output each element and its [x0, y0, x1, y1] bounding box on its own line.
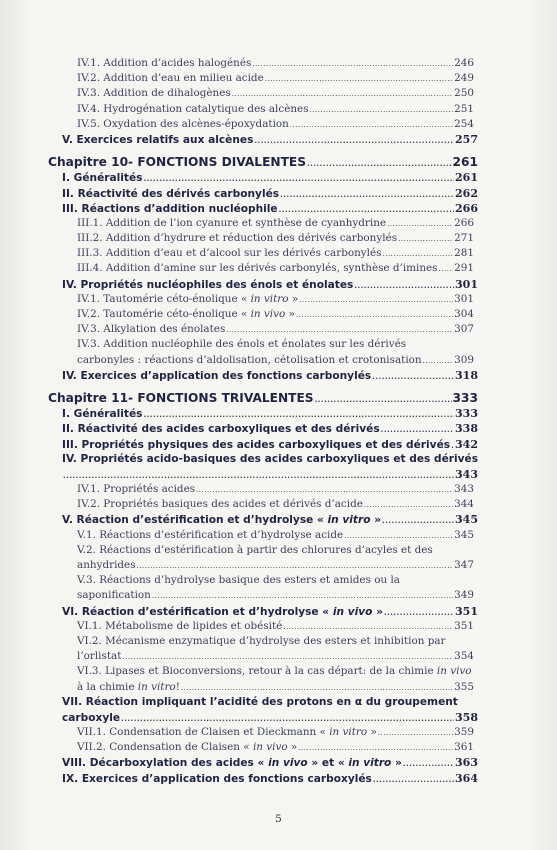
toc-page-number: 301 [454, 292, 474, 305]
toc-entry-title [62, 278, 353, 293]
toc-entry-text: VIII. Décarboxylation des acides « [62, 757, 269, 770]
toc-entry-text: IV.4. Hydrogénation catalytique des alcènes [77, 102, 309, 115]
toc-entry[interactable] [0, 740, 557, 755]
toc-page-number: 343 [454, 483, 474, 496]
toc-page-number: 301 [455, 277, 478, 291]
toc-entry-cont-italic: in vitro [137, 680, 176, 693]
leader-dots [196, 483, 453, 498]
toc-entry[interactable] [0, 102, 557, 117]
toc-entry[interactable] [0, 695, 557, 710]
toc-page-number: 251 [454, 102, 474, 115]
toc-entry-text: V. Exercices relatifs aux alcènes [62, 133, 254, 146]
toc-entry-text: I. Généralités [62, 408, 143, 421]
toc-page-number: 361 [454, 741, 474, 754]
toc-entry[interactable] [0, 231, 557, 246]
toc-entry-title [77, 725, 377, 740]
toc-page-number: 249 [454, 72, 474, 85]
toc-entry-title [77, 497, 363, 512]
toc-entry-text: IV. Exercices d’application des fonctions carbonylés [62, 369, 372, 382]
toc-entry-text: IV.3. Addition nucléophile des énols et énolates sur les dérivés [77, 338, 407, 351]
toc-entry[interactable] [0, 497, 557, 512]
toc-entry-text: V.3. Réactions d’hydrolyse basique des esters et amides ou la [77, 574, 400, 587]
leader-dots [137, 559, 454, 574]
toc-page-number: 309 [454, 353, 474, 366]
leader-dots [423, 354, 454, 369]
toc-entry-title [62, 369, 371, 384]
toc-entry-text: IV.1. Addition d’acides halogénés [77, 57, 252, 69]
toc-entry-continuation [62, 711, 120, 726]
leader-dots [181, 681, 453, 696]
toc-entry[interactable] [0, 649, 557, 664]
toc-entry-text: III.2. Addition d’hydrure et réduction des dérivés carbonylés [77, 232, 398, 245]
toc-entry-text: V. Réaction d’estérification et d’hydrolyse « [62, 514, 328, 527]
toc-entry-title [77, 261, 438, 276]
toc-entry[interactable] [0, 170, 557, 185]
toc-page-number: 257 [455, 132, 478, 146]
toc-entry-text: III. Réactions d’addition nucléophile [62, 202, 278, 215]
leader-dots [310, 103, 454, 118]
toc-entry-title [77, 740, 297, 755]
toc-entry-title [77, 231, 397, 246]
toc-page-number: 333 [452, 390, 478, 405]
toc-page-number: 333 [455, 407, 478, 421]
toc-entry-cont-text: carbonyles : réactions d’aldolisation, cétolisation et crotonisation [77, 353, 422, 366]
toc-page-number: 343 [455, 467, 478, 481]
leader-dots [364, 498, 453, 513]
toc-entry-text-after: » [367, 726, 377, 739]
toc-entry-text: III.1. Addition de l’ion cyanure et synthèse de cyanhydrine [77, 216, 387, 229]
toc-entry-continuation [77, 680, 180, 695]
toc-entry-text-after: » [285, 308, 295, 320]
toc-page-number: 342 [455, 437, 478, 451]
toc-entry-title [77, 528, 343, 543]
toc-entry[interactable] [0, 437, 557, 452]
toc-entry[interactable] [0, 725, 557, 740]
toc-page-number: 355 [454, 680, 474, 693]
toc-entry-title [77, 246, 381, 261]
leader-dots [122, 650, 453, 665]
toc-entry[interactable] [0, 155, 557, 170]
toc-entry-title [77, 543, 433, 558]
toc-entry-italic: in vivo [436, 665, 472, 678]
toc-entry-text: IV.3. Addition de dihalogènes [77, 87, 231, 100]
leader-dots [382, 247, 453, 262]
toc-page-number: 266 [454, 216, 474, 229]
toc-entry[interactable] [0, 292, 557, 307]
toc-entry-cont-after: ! [175, 680, 180, 693]
toc-entry-text: Chapitre 10- FONCTIONS DIVALENTES [48, 155, 307, 170]
toc-entry[interactable] [0, 543, 557, 558]
toc-entry-title [77, 117, 289, 132]
toc-entry-text-after: » [287, 741, 298, 754]
toc-entry[interactable] [0, 452, 557, 467]
toc-entry-title [77, 664, 472, 679]
toc-entry[interactable] [0, 322, 557, 337]
toc-entry[interactable] [0, 573, 557, 588]
toc-page-number: 307 [454, 323, 474, 336]
toc-entry-title [77, 337, 406, 352]
toc-entry-title [62, 756, 402, 771]
toc-page-number: 261 [455, 171, 478, 185]
toc-entry[interactable] [0, 588, 557, 603]
toc-entry-title [62, 438, 450, 453]
toc-entry-italic: in vivo [250, 308, 286, 320]
toc-entry-text: IV. Propriétés nucléophiles des énols et énolates [62, 278, 354, 291]
toc-entry-continuation [77, 649, 121, 664]
toc-entry-title [62, 452, 478, 467]
leader-dots [298, 741, 453, 756]
toc-entry[interactable] [0, 117, 557, 132]
toc-page-number: 318 [455, 368, 478, 382]
toc-entry[interactable] [0, 421, 557, 436]
toc-entry-text: IV.2. Addition d’eau en milieu acide [77, 72, 264, 85]
toc-entry-text: III.4. Addition d’amine sur les dérivés carbonylés, synthèse d’imines [77, 262, 438, 275]
toc-page-number: 345 [455, 513, 478, 527]
toc-entry-cont-text: l’orlistat [77, 650, 122, 663]
toc-page-number: 349 [454, 589, 474, 602]
toc-entry-cont-text: à la chimie [77, 680, 138, 693]
toc-entry-title [77, 573, 400, 588]
toc-entry-text: V.1. Réactions d’estérification et d’hydrolyse acide [77, 528, 344, 541]
toc-page-number: 347 [454, 559, 474, 571]
toc-entry[interactable] [0, 604, 557, 619]
toc-entry[interactable] [0, 186, 557, 201]
leader-dots [152, 589, 453, 604]
toc-entry[interactable] [0, 755, 557, 770]
toc-entry[interactable] [0, 307, 557, 322]
toc-page-number: 281 [454, 247, 474, 260]
toc-entry[interactable] [0, 337, 557, 352]
toc-entry-text: III.3. Addition d’eau et d’alcool sur les dérivés carbonylés [77, 247, 382, 260]
toc-page-number: 354 [454, 650, 474, 663]
toc-entry-italic: in vivo [268, 757, 308, 770]
toc-entry-continuation [77, 353, 422, 368]
toc-page-number: 261 [452, 155, 478, 170]
toc-page-number: 266 [455, 201, 478, 215]
toc-entry-italic: in vitro [329, 726, 368, 739]
toc-entry-text: IV. Propriétés acido-basiques des acides carboxyliques et des dérivés [62, 452, 479, 465]
toc-entry-text: I. Généralités [62, 172, 143, 185]
toc-entry-title [77, 56, 251, 71]
toc-entry-cont-text: anhydrides [77, 559, 136, 571]
toc-entry-italic: in vitro [327, 514, 371, 527]
toc-entry-title [77, 292, 298, 307]
toc-entry[interactable] [0, 86, 557, 101]
toc-entry[interactable] [0, 467, 557, 482]
toc-entry[interactable] [0, 216, 557, 231]
toc-page-number: 364 [455, 771, 478, 785]
toc-page-number: 271 [454, 232, 474, 245]
toc-entry-text-after: » [288, 292, 299, 305]
leader-dots [299, 293, 453, 308]
toc-entry-text: IV.3. Alkylation des énolates [77, 323, 226, 336]
toc-entry-title [77, 216, 386, 231]
toc-entry-title [62, 171, 142, 186]
toc-entry-title [77, 71, 264, 86]
toc-entry[interactable] [0, 512, 557, 527]
toc-entry[interactable] [0, 353, 557, 368]
leader-dots [226, 323, 453, 338]
toc-entry-title [77, 102, 309, 117]
leader-dots [252, 57, 453, 72]
leader-dots [283, 620, 453, 635]
leader-dots [378, 726, 453, 741]
toc-entry[interactable] [0, 201, 557, 216]
toc-entry-title [62, 772, 372, 787]
toc-entry[interactable] [0, 71, 557, 86]
toc-entry[interactable] [0, 558, 557, 573]
toc-entry[interactable] [0, 680, 557, 695]
leader-dots [439, 262, 454, 277]
toc-entry-text: Chapitre 11- FONCTIONS TRIVALENTES [48, 390, 314, 405]
toc-page-number: 246 [454, 57, 474, 69]
toc-page-number: 254 [454, 117, 474, 130]
toc-page-number: 345 [454, 528, 474, 541]
toc-entry-title [77, 86, 231, 101]
toc-page-number: 359 [454, 726, 474, 739]
toc-entry-title [62, 407, 142, 422]
toc-entry-title [62, 695, 458, 710]
toc-entry-title [62, 513, 381, 528]
toc-entry-title [77, 322, 225, 337]
toc-entry-text: IV.5. Oxydation des alcènes-époxydation [77, 117, 289, 130]
toc-entry-text: IV.1. Propriétés acides [77, 483, 196, 496]
toc-entry-title [48, 391, 314, 406]
toc-entry-text: IX. Exercices d’application des fonctions carboxylés [62, 772, 372, 785]
toc-page-number: 358 [455, 710, 478, 724]
toc-entry[interactable] [0, 482, 557, 497]
toc-entry-cont-text: saponification [77, 589, 151, 602]
toc-entry-italic: in vivo [332, 605, 373, 618]
leader-dots [344, 529, 453, 544]
toc-page-number: 262 [455, 186, 478, 200]
toc-entry[interactable] [0, 391, 557, 406]
toc-entry[interactable] [0, 56, 557, 71]
toc-entry[interactable] [0, 132, 557, 147]
toc-entry-text: VI.1. Métabolisme de lipides et obésité [77, 619, 283, 632]
toc-entry-cont-text: carboxyle [62, 711, 121, 724]
toc-entry-text: IV.2. Tautomérie céto-énolique « [77, 308, 251, 320]
toc-entry-text: IV.2. Propriétés basiques des acides et dérivés d’acide [77, 498, 363, 511]
toc-page-number: 344 [454, 498, 474, 511]
toc-entry-text: II. Réactivité des dérivés carbonylés [62, 187, 280, 200]
toc-entry[interactable] [0, 368, 557, 383]
toc-entry-text: VII. Réaction impliquant l’acidité des protons en α du groupement [62, 695, 458, 708]
leader-dots [290, 118, 453, 133]
toc-page-number: 363 [455, 756, 478, 770]
toc-entry[interactable] [0, 710, 557, 725]
toc-page-number: 304 [454, 308, 474, 320]
toc-entry[interactable] [0, 634, 557, 649]
leader-dots [296, 308, 453, 323]
toc-page-number: 351 [454, 619, 474, 632]
toc-entry-text: IV.1. Tautomérie céto-énolique « [77, 292, 251, 305]
toc-entry-italic: in vitro [250, 292, 289, 305]
toc-entry-title [62, 422, 380, 437]
toc-entry-text: VII.1. Condensation de Claisen et Dieckmann « [77, 726, 330, 739]
leader-dots [265, 72, 453, 87]
toc-entry-italic: in vivo [252, 741, 288, 754]
toc-page-number: 250 [454, 87, 474, 100]
toc-entry[interactable] [0, 406, 557, 421]
toc-entry-text: II. Réactivité des acides carboxyliques et des dérivés [62, 423, 380, 436]
leader-dots [373, 773, 454, 788]
toc-entry-title [77, 619, 282, 634]
toc-entry[interactable] [0, 261, 557, 276]
toc-entry-title [62, 202, 278, 217]
toc-entry-title [77, 634, 446, 649]
toc-entry-continuation [77, 558, 136, 573]
toc-entry-italic-2: in vitro [348, 757, 392, 770]
toc-entry-text-after-2: » [391, 757, 402, 770]
toc-entry-text: VI. Réaction d’estérification et d’hydrolyse « [62, 605, 333, 618]
leader-dots [232, 87, 453, 102]
toc-page-number: 338 [455, 422, 478, 436]
toc-entry-text: VI.2. Mécanisme enzymatique d’hydrolyse des esters et inhibition par [77, 634, 446, 647]
toc-entry[interactable] [0, 619, 557, 634]
toc-entry-continuation [77, 588, 151, 603]
toc-entry-text: III. Propriétés physiques des acides carboxyliques et des dérivés [62, 438, 451, 451]
toc-entry-text: VI.3. Lipases et Bioconversions, retour à la cas départ: de la chimie [77, 665, 437, 678]
table-of-contents [0, 56, 557, 786]
toc-page-number: 351 [455, 604, 478, 618]
toc-entry[interactable] [0, 277, 557, 292]
toc-entry[interactable] [0, 771, 557, 786]
toc-entry[interactable] [0, 664, 557, 679]
toc-entry-text: VII.2. Condensation de Claisen « [77, 741, 253, 754]
toc-entry-text-after: » [372, 605, 383, 618]
toc-entry-title [48, 155, 306, 170]
toc-page-number: 291 [454, 262, 474, 275]
leader-dots [398, 232, 453, 247]
toc-entry-text-after: » et « [307, 757, 349, 770]
leader-dots [254, 134, 454, 149]
toc-entry-title [62, 605, 383, 620]
leader-dots [387, 217, 453, 232]
toc-entry-title [62, 133, 253, 148]
toc-entry[interactable] [0, 528, 557, 543]
toc-entry-text-after: » [370, 514, 382, 527]
toc-entry[interactable] [0, 246, 557, 261]
page-number: 5 [275, 813, 282, 825]
toc-entry-text: V.2. Réactions d’estérification à partir des chlorures d’acyles et des [77, 543, 433, 556]
toc-entry-title [77, 482, 195, 497]
toc-entry-title [62, 187, 279, 202]
leader-dots [372, 370, 454, 385]
toc-entry-title [77, 307, 295, 322]
